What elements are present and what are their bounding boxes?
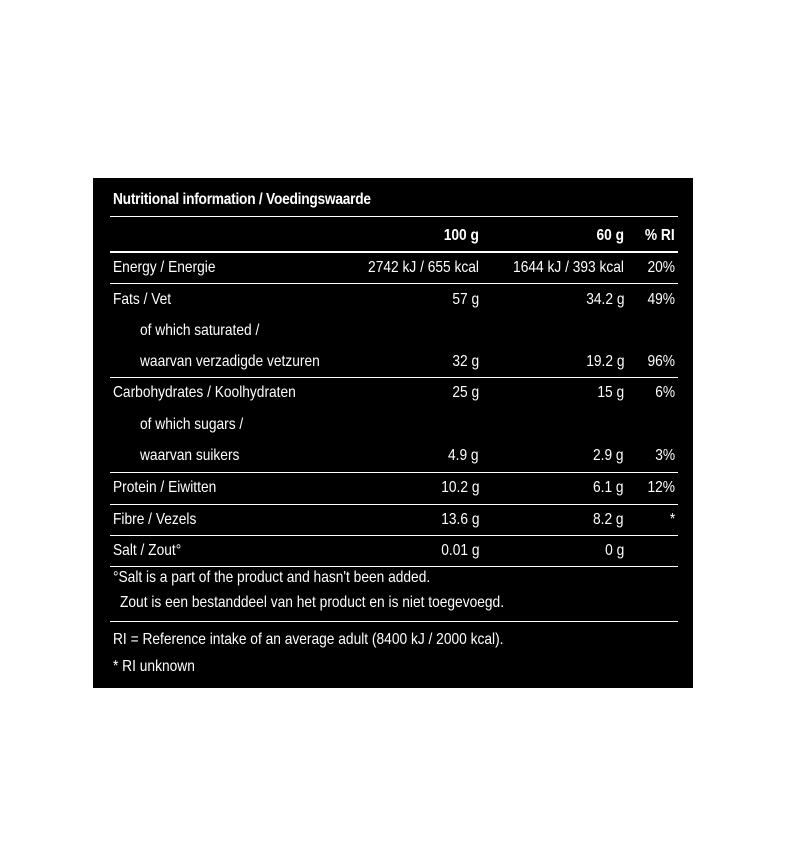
table-row-saturated	[93, 347, 693, 377]
value-per-portion: 8.2 g	[593, 511, 624, 528]
ri-note: RI = Reference intake of an average adult (8400 kJ / 2000 kcal).	[113, 631, 504, 648]
value-per-portion: 19.2 g	[585, 353, 624, 370]
value-ri: 96%	[647, 353, 675, 370]
value-per-portion: 34.2 g	[585, 291, 624, 308]
value-ri: 12%	[647, 479, 675, 496]
table-row-saturated-label	[93, 316, 693, 346]
nutrition-panel	[93, 178, 693, 688]
table-row-sugars	[93, 441, 693, 471]
divider	[110, 283, 678, 284]
divider	[110, 566, 678, 567]
salt-note-nl: Zout is een bestanddeel van het product en is niet toegevoegd.	[120, 594, 505, 611]
value-per-portion: 6.1 g	[593, 479, 624, 496]
value-per-100g: 32 g	[452, 353, 479, 370]
value-per-100g: 57 g	[452, 291, 479, 308]
table-row-energy	[93, 253, 693, 283]
table-row-fats	[93, 285, 693, 315]
header-ri: % RI	[645, 227, 675, 244]
table-row-sugars-label	[93, 410, 693, 440]
value-per-100g: 0.01 g	[440, 542, 479, 559]
table-row-salt	[93, 536, 693, 566]
divider	[110, 621, 678, 622]
table-title: Nutritional information / Voedingswaarde	[113, 191, 371, 208]
value-per-100g: 2742 kJ / 655 kcal	[368, 259, 479, 276]
table-row-fibre	[93, 505, 693, 535]
value-per-100g: 25 g	[452, 384, 479, 401]
value-per-100g: 10.2 g	[440, 479, 479, 496]
value-ri: *	[669, 511, 675, 528]
row-label: Fibre / Vezels	[113, 511, 197, 528]
header-per-100g: 100 g	[443, 227, 479, 244]
header-per-portion: 60 g	[596, 227, 624, 244]
row-label: of which sugars /	[140, 416, 244, 433]
row-label: Fats / Vet	[113, 291, 172, 308]
value-ri: 6%	[655, 384, 675, 401]
value-per-portion: 2.9 g	[593, 447, 624, 464]
salt-note-en: °Salt is a part of the product and hasn't been added.	[113, 569, 431, 586]
header-row	[93, 221, 693, 251]
row-label: Protein / Eiwitten	[113, 479, 217, 496]
row-label: of which saturated /	[140, 322, 260, 339]
value-ri: 3%	[655, 447, 675, 464]
value-per-portion: 1644 kJ / 393 kcal	[513, 259, 624, 276]
ri-unknown-note: * RI unknown	[113, 658, 195, 675]
row-label: Energy / Energie	[113, 259, 216, 276]
row-label: waarvan suikers	[140, 447, 240, 464]
value-ri: 20%	[647, 259, 675, 276]
value-per-portion: 15 g	[597, 384, 624, 401]
table-row-carbohydrates	[93, 378, 693, 408]
value-ri: 49%	[647, 291, 675, 308]
row-label: Salt / Zout°	[113, 542, 182, 559]
divider	[110, 216, 678, 217]
value-per-100g: 13.6 g	[440, 511, 479, 528]
value-per-100g: 4.9 g	[448, 447, 479, 464]
row-label: waarvan verzadigde vetzuren	[140, 353, 320, 370]
value-per-portion: 0 g	[604, 542, 624, 559]
table-row-protein	[93, 473, 693, 503]
row-label: Carbohydrates / Koolhydraten	[113, 384, 296, 401]
